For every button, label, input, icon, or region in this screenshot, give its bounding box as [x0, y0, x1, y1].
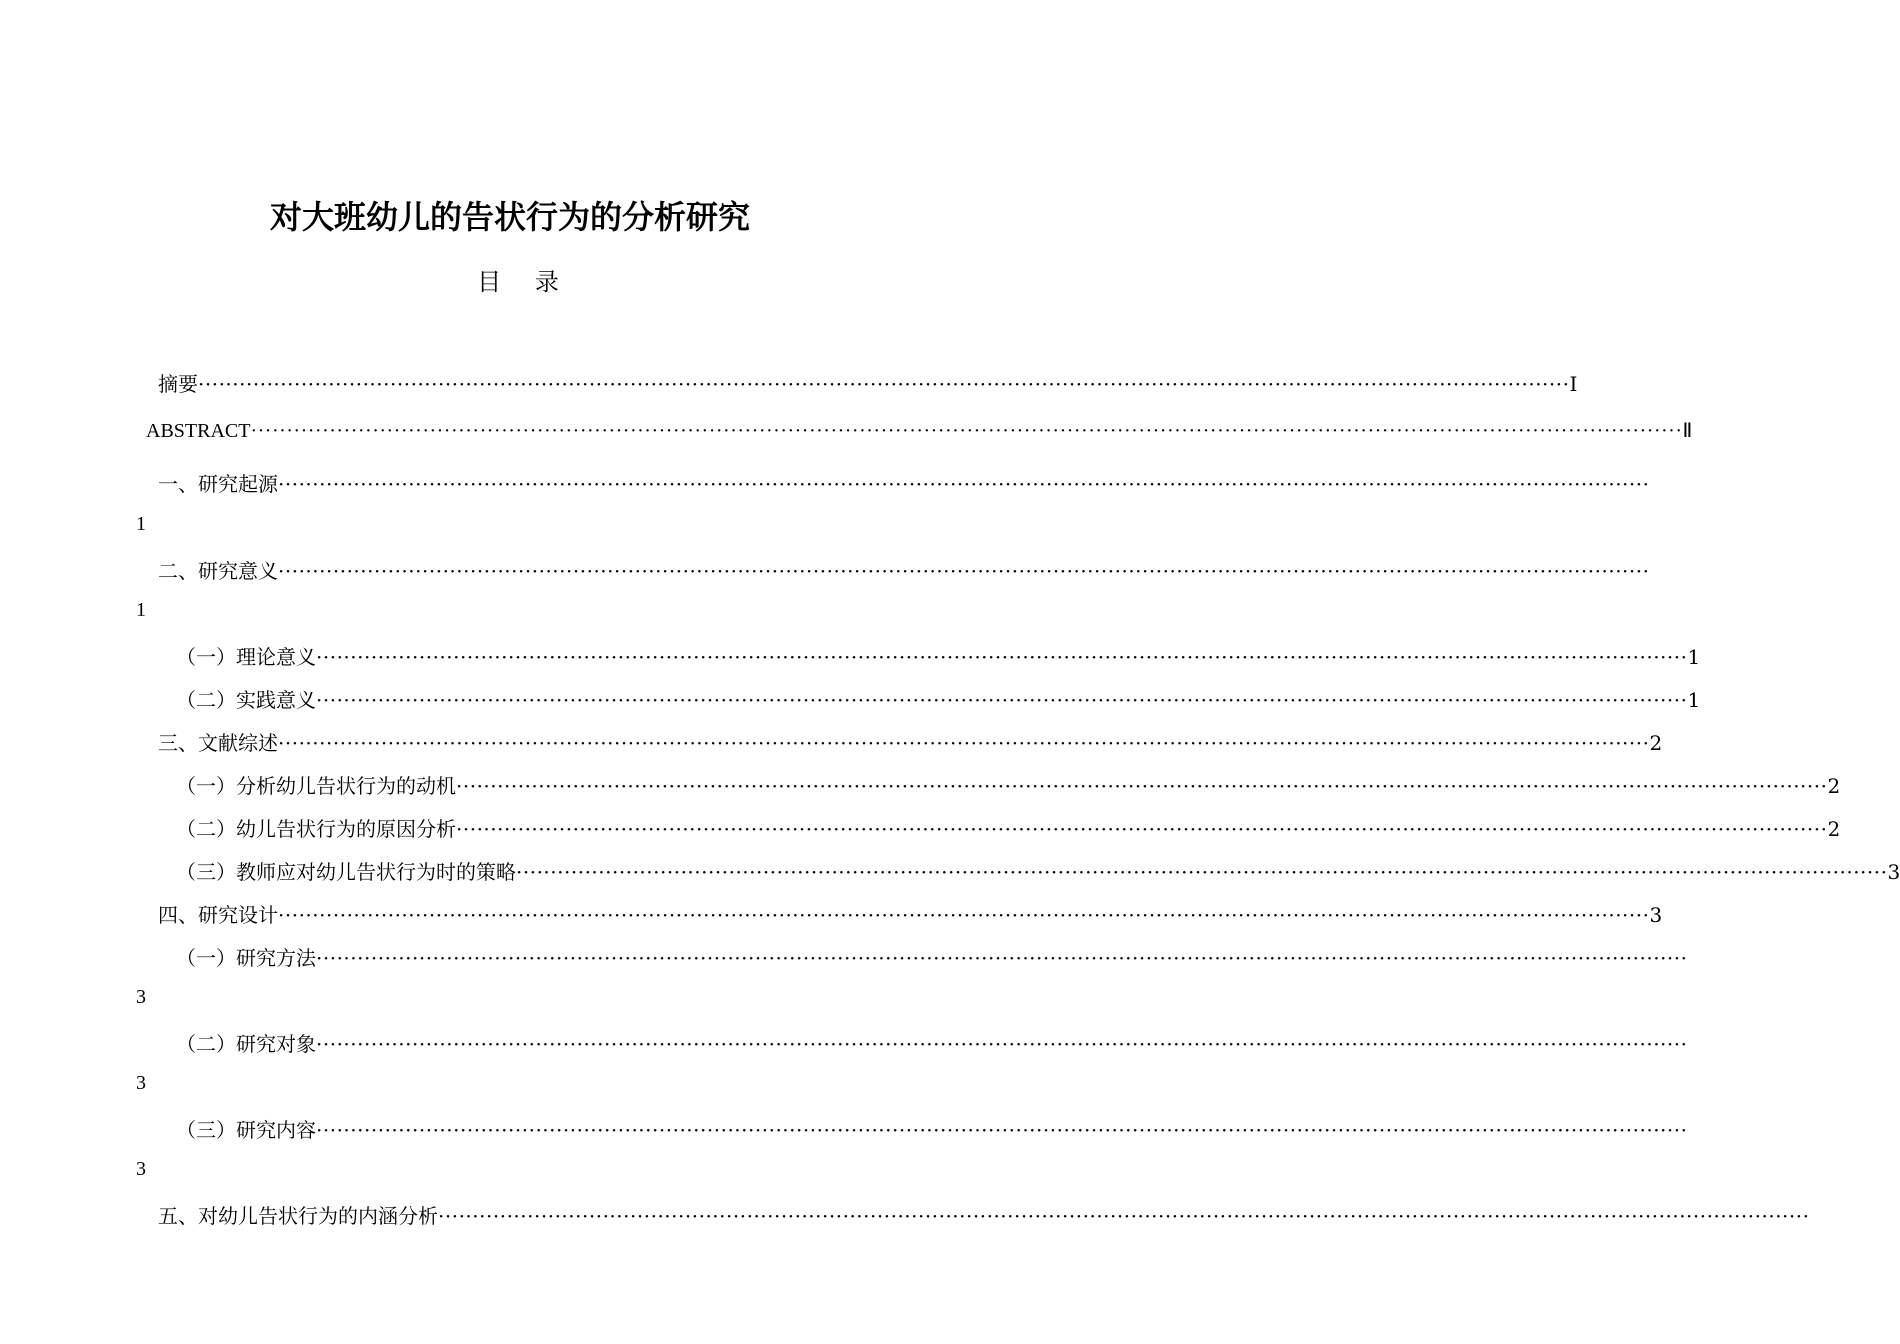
dot-leader: ········································································································································································································ [456, 774, 1828, 798]
dot-leader: ········································································································································································································ [278, 903, 1650, 927]
toc-entry-page: 3 [1887, 860, 1900, 884]
toc-entry-page: 1 [1687, 688, 1701, 712]
toc-entry-section-3-1[interactable] [176, 770, 1841, 799]
dot-leader: ········································································································································································································ [278, 731, 1650, 755]
toc-entry-page: 3 [136, 1158, 146, 1180]
toc-entry-label: 五、对幼儿告状行为的内涵分析 [158, 1204, 438, 1228]
toc-entry-label: 四、研究设计 [158, 903, 278, 927]
dot-leader: ········································································································································································································ [278, 559, 1650, 583]
dot-leader: ········································································································································································································ [278, 472, 1650, 496]
toc-entry-page: 2 [1827, 817, 1841, 841]
dot-leader: ········································································································································································································ [438, 1204, 1810, 1228]
toc-entry-label: （一）分析幼儿告状行为的动机 [176, 774, 456, 798]
toc-entry-page: 3 [1649, 903, 1663, 927]
document-title: 对大班幼儿的告状行为的分析研究 [269, 198, 750, 236]
toc-entry-section-2-1[interactable] [176, 641, 1701, 670]
toc-entry-label: 三、文献综述 [158, 731, 278, 755]
toc-entry-label: （二）研究对象 [176, 1032, 316, 1056]
dot-leader: ········································································································································································································ [456, 817, 1828, 841]
toc-entry-section-2[interactable] [158, 555, 1650, 584]
dot-leader: ········································································································································································································ [316, 1032, 1688, 1056]
dot-leader: ········································································································································································································ [250, 420, 1683, 442]
toc-entry-label: （一）研究方法 [176, 946, 316, 970]
dot-leader: ········································································································································································································ [316, 946, 1688, 970]
toc-entry-page: Ⅰ [1569, 372, 1578, 396]
toc-entry-label: 二、研究意义 [158, 559, 278, 583]
toc-entry-page: 1 [1687, 645, 1701, 669]
toc-entry-page: Ⅱ [1682, 420, 1693, 442]
toc-entry-label: 一、研究起源 [158, 472, 278, 496]
toc-entry-section-3[interactable] [158, 727, 1663, 756]
dot-leader: ········································································································································································································ [198, 372, 1570, 396]
toc-entry-label: 摘要 [158, 372, 198, 396]
toc-entry-section-2-2[interactable] [176, 684, 1701, 713]
toc-entry-label: （二）幼儿告状行为的原因分析 [176, 817, 456, 841]
toc-entry-page: 3 [136, 1072, 146, 1094]
toc-entry-section-1[interactable] [158, 468, 1650, 497]
toc-entry-label: （二）实践意义 [176, 688, 316, 712]
toc-heading-char: 目 [477, 268, 502, 296]
toc-entry-label: （三）研究内容 [176, 1118, 316, 1142]
toc-entry-section-4-3[interactable] [176, 1114, 1688, 1143]
toc-entry-page: 1 [136, 513, 146, 535]
toc-heading-char: 录 [534, 268, 559, 296]
dot-leader: ········································································································································································································ [316, 645, 1688, 669]
toc-entry-label: ABSTRACT [146, 420, 251, 442]
toc-entry-page: 1 [136, 599, 146, 621]
dot-leader: ········································································································································································································ [316, 1118, 1688, 1142]
toc-entry-page: 2 [1649, 731, 1663, 755]
toc-entry-section-5[interactable] [158, 1200, 1810, 1229]
toc-heading [0, 262, 1036, 297]
dot-leader: ········································································································································································································ [516, 860, 1888, 884]
dot-leader: ········································································································································································································ [316, 688, 1688, 712]
toc-entry-label: （一）理论意义 [176, 645, 316, 669]
toc-entry-abstract-cn[interactable] [158, 368, 1578, 397]
toc-entry-section-3-3[interactable] [176, 856, 1900, 885]
toc-entry-label: （三）教师应对幼儿告状行为时的策略 [176, 860, 516, 884]
toc-entry-section-4-2[interactable] [176, 1028, 1688, 1057]
toc-entry-page: 2 [1827, 774, 1841, 798]
toc-entry-section-3-2[interactable] [176, 813, 1841, 842]
toc-entry-section-4-1[interactable] [176, 942, 1688, 971]
toc-entry-page: 3 [136, 986, 146, 1008]
toc-entry-section-4[interactable] [158, 899, 1663, 928]
toc-entry-abstract-en[interactable] [146, 418, 1693, 443]
